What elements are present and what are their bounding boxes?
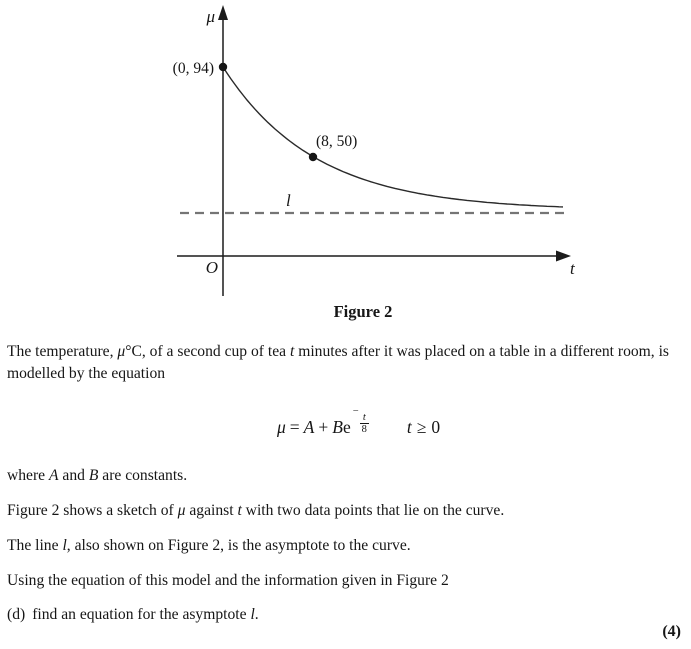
exponent-fraction bbox=[360, 412, 369, 435]
equation-exponent bbox=[353, 406, 369, 435]
paragraph-line-asymptote bbox=[7, 535, 675, 557]
text-run: , also shown on Figure 2, is the asymptote to the curve. bbox=[66, 537, 411, 554]
text-run: μ bbox=[177, 502, 186, 519]
paragraph-where-constants bbox=[7, 465, 675, 487]
equation-e: e bbox=[342, 417, 351, 437]
text-run: A bbox=[49, 467, 59, 484]
text-run: against bbox=[185, 502, 238, 519]
text-run: Figure 2 shows a sketch of bbox=[7, 502, 178, 519]
text-run: The temperature, bbox=[7, 343, 118, 360]
equation-equals: = bbox=[289, 417, 300, 437]
figure-caption: Figure 2 bbox=[333, 302, 393, 321]
y-axis-label: μ bbox=[206, 7, 215, 26]
paragraph-figure2-sketch bbox=[7, 500, 675, 522]
fraction-denominator: 8 bbox=[361, 424, 367, 436]
text-run: and bbox=[58, 467, 89, 484]
equation-condition bbox=[407, 417, 440, 437]
text-run: minutes after it was placed on a table in a different room, is modelled by the equation bbox=[7, 343, 670, 382]
x-axis-arrow-icon bbox=[556, 251, 571, 262]
point-8-50 bbox=[309, 153, 317, 161]
condition-t: t bbox=[406, 417, 412, 437]
asymptote-label: l bbox=[286, 191, 291, 210]
text-run: with two data points that lie on the curve. bbox=[241, 502, 505, 519]
decay-curve bbox=[223, 67, 563, 207]
text-run: l bbox=[250, 606, 255, 623]
paragraph-part-d bbox=[7, 604, 675, 626]
condition-zero: 0 bbox=[431, 417, 441, 437]
paragraph-using-model bbox=[7, 570, 675, 592]
y-axis-arrow-icon bbox=[218, 5, 228, 20]
equation-B: B bbox=[332, 417, 343, 437]
text-run: are constants. bbox=[98, 467, 188, 484]
text-run: where bbox=[7, 467, 49, 484]
text-run: l bbox=[62, 537, 67, 554]
text-run: B bbox=[88, 467, 99, 484]
point1-coordinates-label: (0, 94) bbox=[172, 60, 214, 77]
text-run: μ bbox=[117, 343, 126, 360]
text-run: t bbox=[237, 502, 242, 519]
model-equation bbox=[277, 406, 441, 448]
origin-label: O bbox=[205, 258, 218, 277]
condition-geq: ≥ bbox=[416, 417, 427, 437]
x-axis-label: t bbox=[570, 259, 575, 278]
text-run: °C, of a second cup of tea bbox=[125, 343, 290, 360]
part-d-text bbox=[32, 606, 259, 623]
equation-mu: μ bbox=[277, 417, 286, 437]
text-run: The line bbox=[7, 537, 63, 554]
part-d-label: (d) bbox=[7, 606, 26, 623]
point-0-94 bbox=[219, 63, 227, 71]
fraction-numerator: t bbox=[362, 412, 366, 423]
text-run: find an equation for the asymptote bbox=[32, 606, 251, 623]
exponent-minus: − bbox=[352, 406, 359, 417]
text-run: t bbox=[289, 343, 295, 360]
text-run: . bbox=[254, 606, 259, 623]
text-run: Using the equation of this model and the information given in Figure 2 bbox=[7, 572, 449, 589]
paragraph-intro bbox=[7, 341, 675, 385]
equation-A: A bbox=[303, 417, 315, 437]
equation-plus: + bbox=[318, 417, 329, 437]
point2-coordinates-label: (8, 50) bbox=[316, 133, 358, 150]
marks-badge: (4) bbox=[662, 623, 681, 640]
